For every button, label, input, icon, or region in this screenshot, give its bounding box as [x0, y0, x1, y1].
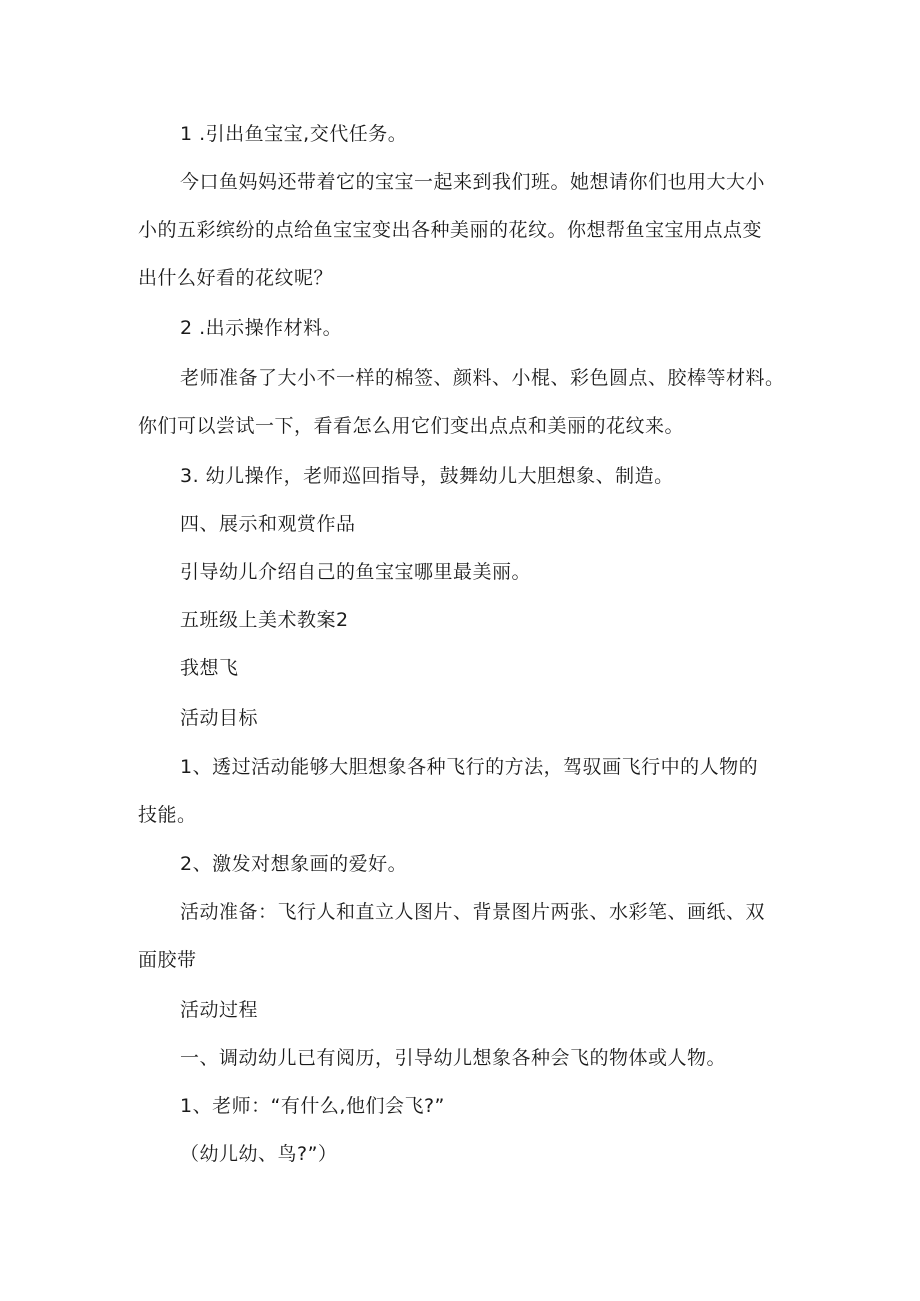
- paragraph-line: 面胶带: [138, 949, 197, 971]
- paragraph-line: 2、激发对想象画的爱好。: [180, 853, 408, 875]
- paragraph-line: 小的五彩缤纷的点给鱼宝宝变出各种美丽的花纹。你想帮鱼宝宝用点点变: [138, 219, 763, 241]
- paragraph-line: 出什么好看的花纹呢？: [138, 267, 334, 289]
- section-heading: 活动目标: [180, 707, 259, 729]
- step-1-heading: 1 .引出鱼宝宝,交代任务。: [180, 123, 408, 145]
- step-3-line: 3. 幼儿操作，老师巡回指导，鼓舞幼儿大胆想象、制造。: [180, 465, 674, 487]
- paragraph-line: 活动准备：飞行人和直立人图片、背景图片两张、水彩笔、画纸、双: [180, 901, 766, 923]
- paragraph-line: 你们可以尝试一下，看看怎么用它们变出点点和美丽的花纹来。: [138, 415, 685, 437]
- lesson-subtitle: 我想飞: [180, 657, 239, 679]
- step-2-heading: 2 .出示操作材料。: [180, 317, 343, 339]
- paragraph-line: 技能。: [138, 804, 197, 826]
- paragraph-line: 引导幼儿介绍自己的鱼宝宝哪里最美丽。: [180, 561, 532, 583]
- lesson-title: 五班级上美术教案2: [180, 609, 349, 631]
- paragraph-line: 1、透过活动能够大胆想象各种飞行的方法，驾驭画飞行中的人物的: [180, 756, 759, 778]
- paragraph-line: 老师准备了大小不一样的棉签、颜料、小棍、彩色圆点、胶棒等材料。: [180, 367, 785, 389]
- section-heading: 活动过程: [180, 999, 259, 1021]
- section-heading: 四、展示和观赏作品: [180, 513, 356, 535]
- paragraph-line: 今口鱼妈妈还带着它的宝宝一起来到我们班。她想请你们也用大大小: [180, 171, 766, 193]
- paragraph-line: 1、老师：“有什么,他们会飞?”: [180, 1095, 445, 1117]
- paragraph-line: （幼儿幼、鸟?”）: [180, 1143, 338, 1165]
- paragraph-line: 一、调动幼儿已有阅历，引导幼儿想象各种会飞的物体或人物。: [180, 1047, 727, 1069]
